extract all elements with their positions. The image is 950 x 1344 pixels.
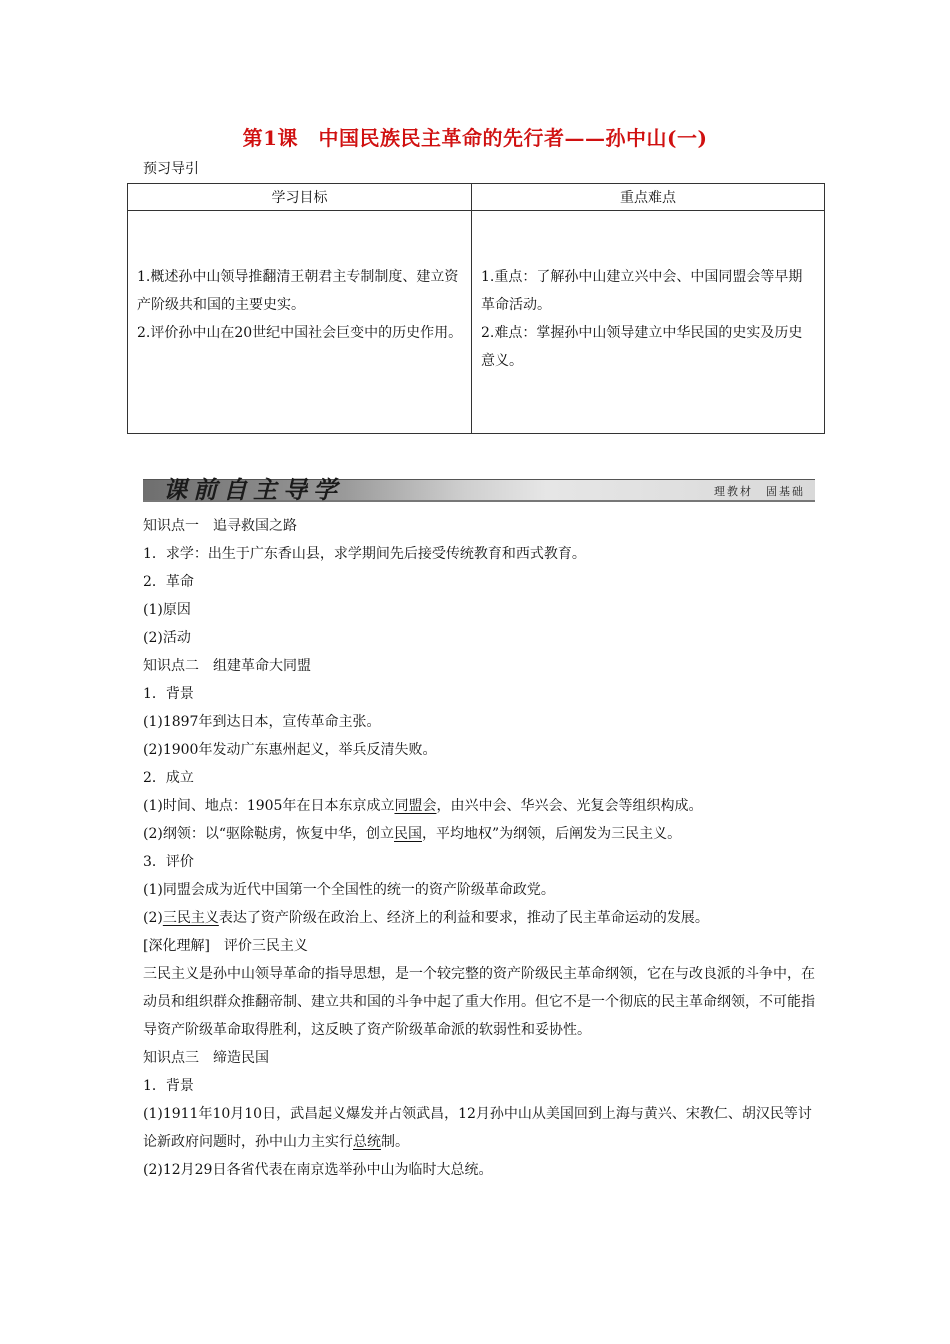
preview-label: 预习导引	[143, 161, 199, 177]
paragraph	[143, 792, 823, 820]
text: 制。	[381, 1134, 409, 1150]
text: ，平均地权”为纲领，后阐发为三民主义。	[422, 826, 682, 842]
text: (2)	[143, 910, 163, 926]
paragraph: 3．评价	[143, 854, 194, 870]
paragraph: (2)1900年发动广东惠州起义，举兵反清失败。	[143, 742, 437, 758]
underlined-term: 三民主义	[162, 910, 219, 926]
paragraph: 1．背景	[143, 1078, 194, 1094]
text: 表达了资产阶级在政治上、经济上的利益和要求，推动了民主革命运动的发展。	[218, 910, 709, 926]
page-title: 第1课 中国民族民主革命的先行者——孙中山(一)	[242, 126, 708, 150]
paragraph: 2．成立	[143, 770, 194, 786]
focus-cell	[472, 211, 825, 434]
banner-title: 课前自主导学	[163, 475, 343, 504]
header-goals: 学习目标	[128, 184, 472, 211]
text: ，由兴中会、华兴会、光复会等组织构成。	[436, 798, 703, 814]
knowledge-point-heading: 知识点三 缔造民国	[143, 1050, 269, 1066]
text: (1)时间、地点：1905年在日本东京成立	[143, 798, 395, 814]
header-focus: 重点难点	[472, 184, 825, 211]
banner-subtitle: 理教材 固基础	[714, 485, 805, 498]
text: (2)纲领：以“驱除鞑虏，恢复中华，创立	[143, 826, 394, 842]
deep-understanding-text: 三民主义是孙中山领导革命的指导思想，是一个较完整的资产阶级民主革命纲领，它在与改良派的斗争中，在动员和组织群众推翻帝制、建立共和国的斗争中起了重大作用。但它不是一个彻底的民主革命纲领，不可能指导资产阶级革命取得胜利，这反映了资产阶级革命派的软弱性和妥协性。	[143, 966, 815, 1038]
knowledge-point-heading: 知识点一 追寻救国之路	[143, 518, 297, 534]
paragraph	[143, 1100, 823, 1156]
goals-table	[127, 183, 825, 434]
knowledge-point-heading: 知识点二 组建革命大同盟	[143, 658, 311, 674]
underlined-term: 民国	[394, 826, 422, 842]
paragraph: 2．革命	[143, 574, 194, 590]
paragraph: 1．背景	[143, 686, 194, 702]
paragraph: (1)1897年到达日本，宣传革命主张。	[143, 714, 381, 730]
underlined-term: 同盟会	[394, 798, 437, 814]
paragraph	[143, 904, 823, 932]
underlined-term: 总统	[353, 1134, 381, 1150]
focus-item: 2.难点：掌握孙中山领导建立中华民国的史实及历史意义。	[481, 325, 803, 369]
section-banner	[143, 470, 815, 504]
paragraph	[143, 820, 823, 848]
paragraph: (2)12月29日各省代表在南京选举孙中山为临时大总统。	[143, 1162, 493, 1178]
paragraph: (2)活动	[143, 630, 191, 646]
goal-item: 2.评价孙中山在20世纪中国社会巨变中的历史作用。	[137, 325, 463, 341]
goal-item: 1.概述孙中山领导推翻清王朝君主专制制度、建立资产阶级共和国的主要史实。	[137, 269, 459, 313]
paragraph: (1)同盟会成为近代中国第一个全国性的统一的资产阶级革命政党。	[143, 882, 555, 898]
goals-cell	[128, 211, 472, 434]
paragraph: 1．求学：出生于广东香山县，求学期间先后接受传统教育和西式教育。	[143, 546, 586, 562]
content-body	[143, 512, 823, 1184]
text: (1)1911年10月10日，武昌起义爆发并占领武昌，12月孙中山从美国回到上海与黄兴、宋教仁、胡汉民等讨论新政府问题时，孙中山力主实行	[143, 1106, 812, 1150]
paragraph: (1)原因	[143, 602, 191, 618]
deep-understanding-heading: [深化理解] 评价三民主义	[143, 938, 308, 954]
focus-item: 1.重点：了解孙中山建立兴中会、中国同盟会等早期革命活动。	[481, 269, 803, 313]
